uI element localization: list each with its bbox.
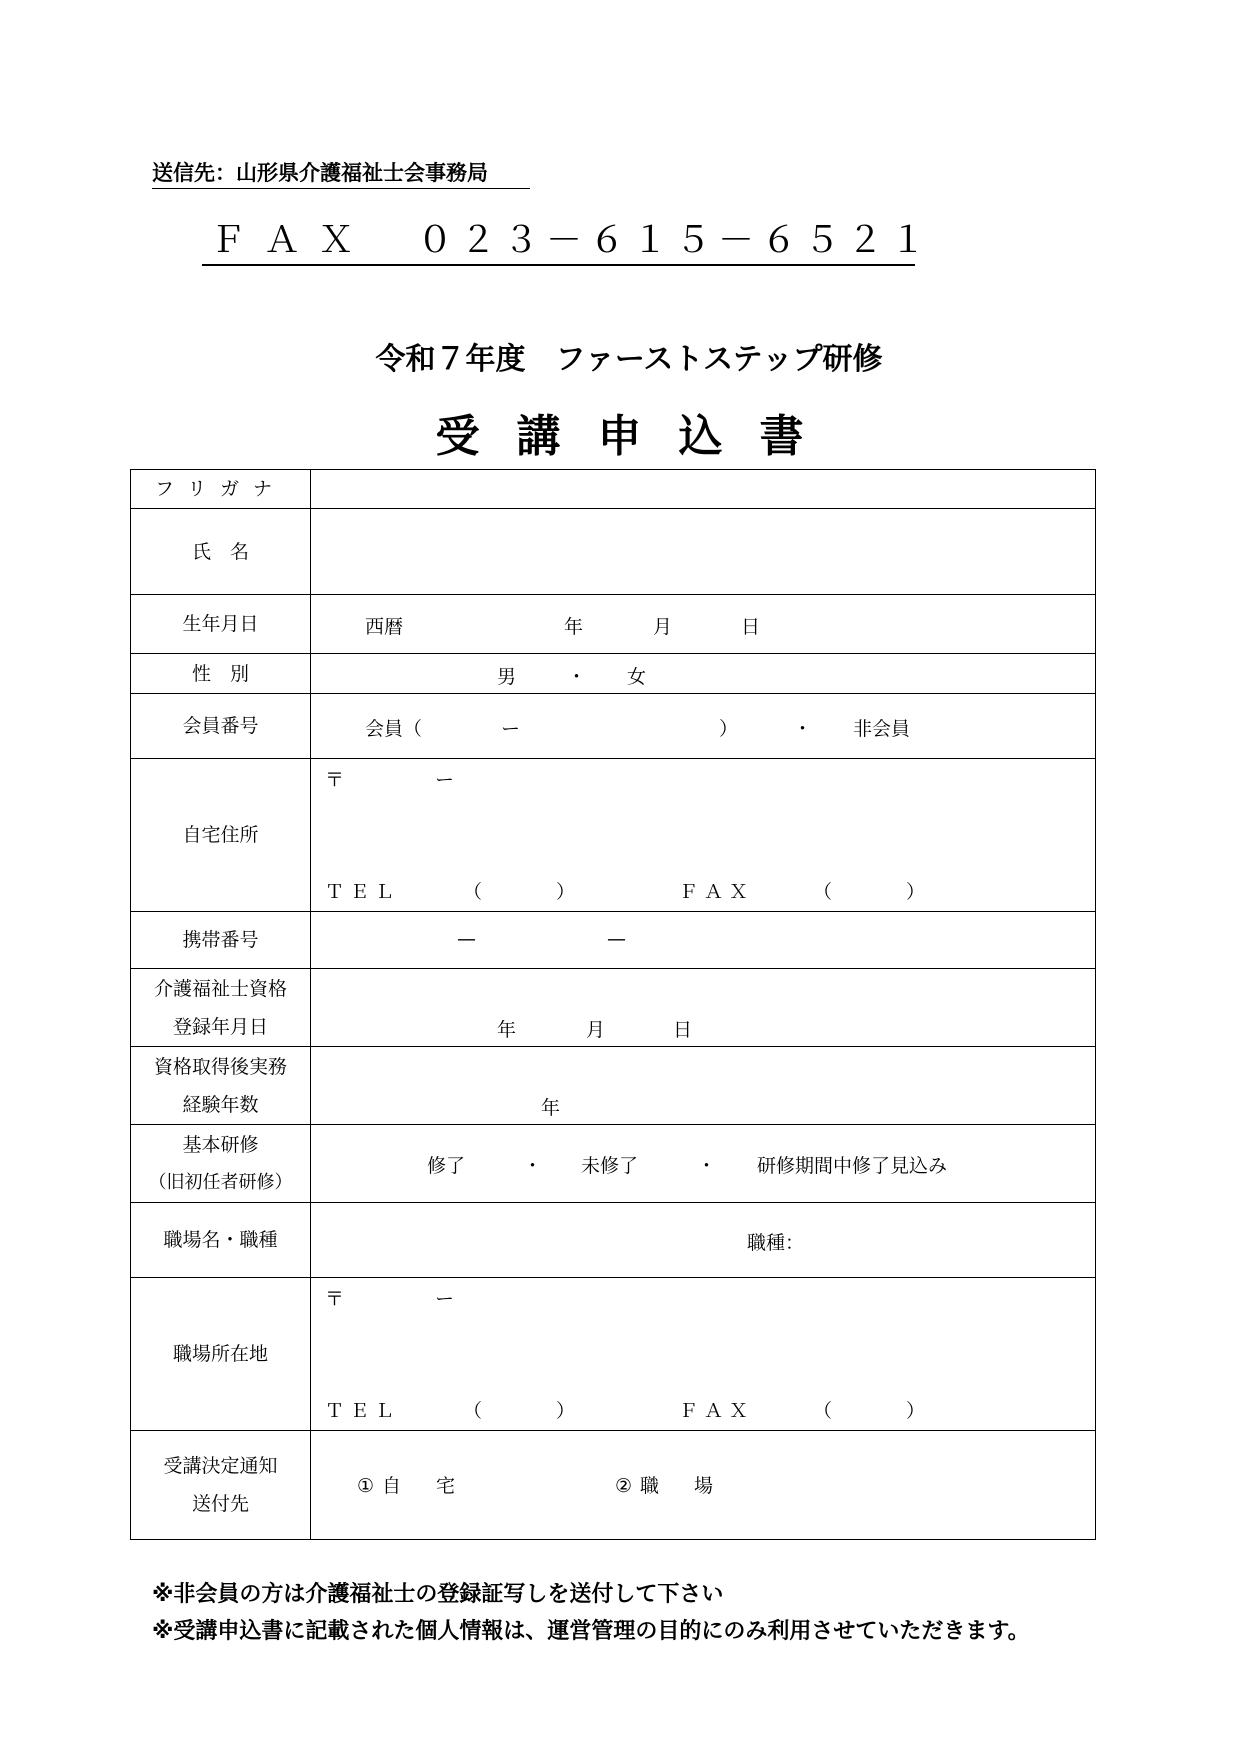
home-tel-label: ＴＥＬ — [325, 881, 401, 903]
furigana-field[interactable] — [311, 470, 1096, 509]
work-fax-label: ＦＡＸ — [679, 1400, 755, 1422]
label-birthdate: 生年月日 — [131, 595, 311, 654]
birthdate-field[interactable] — [311, 595, 1096, 654]
work-postal-dash: ー — [435, 1288, 455, 1310]
row-furigana — [131, 470, 1096, 509]
label-home-address: 自宅住所 — [131, 759, 311, 912]
mobile-field[interactable] — [311, 912, 1096, 969]
row-experience — [131, 1047, 1096, 1125]
work-fax-paren: （ ） — [813, 1400, 938, 1422]
basic-training-field[interactable] — [311, 1125, 1096, 1203]
row-mobile — [131, 912, 1096, 969]
workplace-address-field[interactable] — [311, 1278, 1096, 1431]
work-tel-paren: （ ） — [463, 1400, 588, 1422]
label-basic-training: 基本研修 （旧初任者研修） — [131, 1125, 311, 1203]
home-fax-paren: （ ） — [813, 881, 938, 903]
fax-label: ＦＡＸ — [210, 220, 373, 261]
label-cert-date: 介護福祉士資格 登録年月日 — [131, 969, 311, 1047]
row-name — [131, 509, 1096, 595]
gender-female[interactable]: 女 — [627, 666, 647, 688]
row-birthdate — [131, 595, 1096, 654]
row-gender — [131, 654, 1096, 694]
home-postal-dash: ー — [435, 769, 455, 791]
label-furigana: フリガナ — [131, 470, 311, 509]
notice-destination-field[interactable] — [311, 1431, 1096, 1540]
footer-notes — [152, 1576, 1030, 1650]
label-mobile: 携帯番号 — [131, 912, 311, 969]
gender-male[interactable]: 男 — [497, 666, 517, 688]
name-field[interactable] — [311, 509, 1096, 595]
form-title: 受講申込書 — [435, 411, 841, 462]
job-type-label: 職種： — [747, 1232, 805, 1254]
notice-option-work[interactable]: ②職 場 — [615, 1475, 722, 1497]
experience-year: 年 — [541, 1097, 561, 1119]
training-separator-1: ・ — [523, 1155, 543, 1177]
work-postal-mark: 〒 — [325, 1288, 345, 1310]
row-member-no — [131, 694, 1096, 759]
cert-month: 月 — [586, 1019, 606, 1041]
gender-field[interactable] — [311, 654, 1096, 694]
training-separator-2: ・ — [697, 1155, 717, 1177]
mobile-dash-2: — — [607, 928, 626, 950]
label-notice-destination: 受講決定通知 送付先 — [131, 1431, 311, 1540]
notice-option-home[interactable]: ①自 宅 — [357, 1475, 464, 1497]
row-workplace — [131, 1203, 1096, 1278]
label-workplace: 職場名・職種 — [131, 1203, 311, 1278]
member-no-field[interactable] — [311, 694, 1096, 759]
application-form-table — [130, 469, 1096, 1540]
work-tel-label: ＴＥＬ — [325, 1400, 401, 1422]
birthdate-day: 日 — [741, 616, 761, 638]
fax-number: ０２３－６１５－６５２１ — [417, 220, 934, 261]
gender-separator: ・ — [567, 666, 587, 688]
cert-date-field[interactable] — [311, 969, 1096, 1047]
mobile-dash-1: — — [457, 928, 476, 950]
row-basic-training — [131, 1125, 1096, 1203]
home-postal-mark: 〒 — [325, 769, 345, 791]
form-subtitle: 令和７年度 ファーストステップ研修 — [375, 342, 883, 377]
cert-day: 日 — [673, 1019, 693, 1041]
label-member-no: 会員番号 — [131, 694, 311, 759]
home-fax-label: ＦＡＸ — [679, 881, 755, 903]
row-home-address — [131, 759, 1096, 912]
home-address-field[interactable] — [311, 759, 1096, 912]
birthdate-year: 年 — [564, 616, 584, 638]
fax-number-line — [202, 218, 934, 266]
member-separator: ・ — [793, 718, 813, 740]
training-not-done[interactable]: 未修了 — [581, 1155, 639, 1177]
send-to-heading: 送信先：山形県介護福祉士会事務局 — [152, 158, 530, 189]
member-close: ） — [719, 718, 739, 740]
label-gender: 性 別 — [131, 654, 311, 694]
label-workplace-address: 職場所在地 — [131, 1278, 311, 1431]
workplace-field[interactable] — [311, 1203, 1096, 1278]
non-member[interactable]: 非会員 — [853, 718, 911, 740]
training-done[interactable]: 修了 — [427, 1155, 466, 1177]
birthdate-era: 西暦 — [365, 616, 404, 638]
label-name: 氏 名 — [131, 509, 311, 595]
note-non-member: ※非会員の方は介護福祉士の登録証写しを送付して下さい — [152, 1582, 724, 1607]
cert-year: 年 — [497, 1019, 517, 1041]
label-experience: 資格取得後実務 経験年数 — [131, 1047, 311, 1125]
row-cert-date — [131, 969, 1096, 1047]
row-notice-destination — [131, 1431, 1096, 1540]
member-open[interactable]: 会員（ — [365, 718, 423, 740]
training-expected[interactable]: 研修期間中修了見込み — [757, 1155, 948, 1177]
experience-field[interactable] — [311, 1047, 1096, 1125]
member-dash: ー — [501, 718, 521, 740]
row-workplace-address — [131, 1278, 1096, 1431]
note-privacy: ※受講申込書に記載された個人情報は、運営管理の目的にのみ利用させていただきます。 — [152, 1619, 1030, 1644]
birthdate-month: 月 — [653, 616, 673, 638]
home-tel-paren: （ ） — [463, 881, 588, 903]
